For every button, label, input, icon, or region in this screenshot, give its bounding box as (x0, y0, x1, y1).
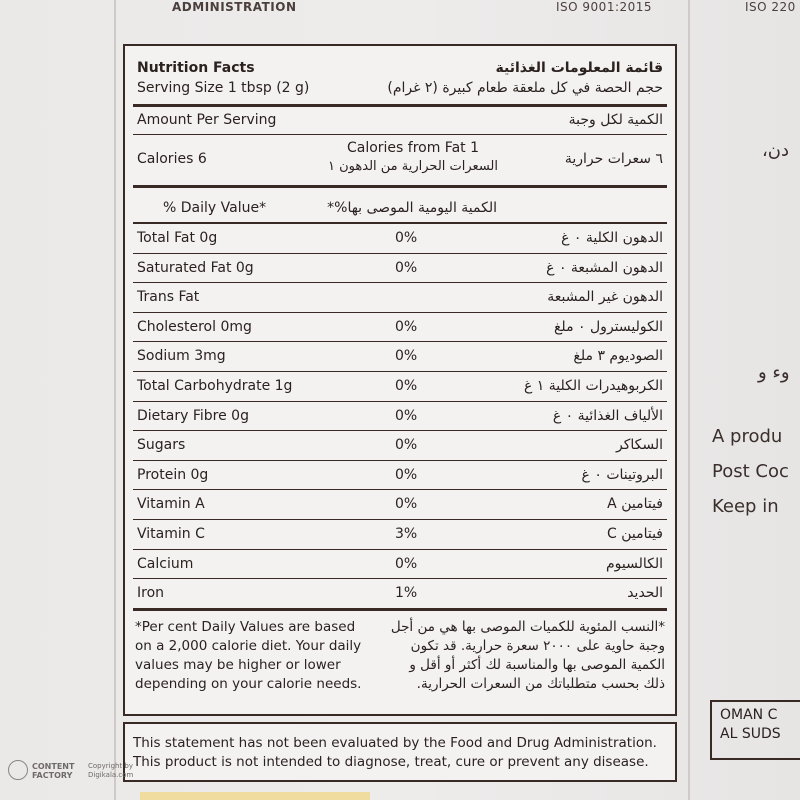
serving-row (133, 80, 667, 107)
watermark-copy-line-1: Copyright by (88, 762, 134, 770)
nutrient-en: Trans Fat (137, 289, 200, 306)
oman-line-2: AL SUDS (720, 726, 781, 742)
daily-value-en: % Daily Value* (163, 200, 267, 216)
nutrient-ar: الصوديوم ٣ ملغ (573, 348, 663, 365)
nutrient-ar: الحديد (627, 585, 663, 602)
calories-en: Calories 6 (137, 151, 207, 167)
nutrient-en: Saturated Fat 0g (137, 259, 254, 276)
calories-from-fat-en: Calories from Fat 1 (346, 140, 480, 156)
nutrient-pct: 0% (395, 348, 418, 365)
nutrient-pct: 0% (395, 496, 418, 513)
side-text-2: Post Coc (712, 461, 789, 482)
daily-value-ar: الكمية اليومية الموصى بها%* (327, 200, 497, 216)
nutrient-row (133, 431, 667, 461)
watermark-brand (32, 762, 74, 780)
nutrient-ar: السكاكر (615, 437, 663, 454)
nutrient-ar: الكربوهيدرات الكلية ١ غ (523, 378, 663, 394)
nutrient-pct: 1% (395, 585, 418, 602)
nutrient-row (133, 461, 667, 491)
side-text-3: Keep in (712, 496, 779, 517)
nutrient-pct: 0% (395, 407, 418, 424)
nutrient-en: Protein 0g (137, 466, 209, 483)
content-factory-logo-icon (8, 760, 28, 780)
nutrient-pct: 0% (395, 555, 418, 572)
title-ar: قائمة المعلومات الغذائية (495, 60, 663, 76)
nutrient-ar: البروتينات ٠ غ (581, 466, 663, 483)
nutrient-pct: 0% (395, 466, 418, 483)
side-arabic-2: وء و (758, 362, 790, 383)
iso-text: ISO 9001:2015 (556, 0, 653, 14)
nutrient-row (133, 579, 667, 611)
nutrient-row (133, 490, 667, 520)
nutrient-en: Dietary Fibre 0g (137, 407, 249, 424)
nutrient-en: Sodium 3mg (137, 348, 226, 365)
nutrient-pct: 0% (395, 259, 418, 276)
nutrient-pct: 0% (395, 437, 418, 454)
nutrient-ar: فيتامين C (606, 526, 663, 542)
calories-from-fat-ar: السعرات الحرارية من الدهون ١ (328, 159, 498, 174)
nutrient-pct: 0% (395, 230, 418, 246)
nutrient-row (133, 520, 667, 550)
iso-text-2: ISO 220 (745, 0, 796, 14)
watermark-brand-line-1: CONTENT (32, 762, 75, 771)
nutrient-ar: الدهون الكلية ٠ غ (561, 230, 663, 246)
watermark-brand-line-2: FACTORY (32, 771, 73, 780)
nutrient-row (133, 372, 667, 402)
panel-right-fold (688, 0, 690, 800)
nutrient-row (133, 550, 667, 580)
amount-ar: الكمية لكل وجبة (568, 112, 663, 128)
nutrient-pct: 3% (395, 526, 418, 542)
amount-row (133, 106, 667, 135)
watermark-copy-line-2: Digikala.com (88, 771, 134, 779)
panel-left-fold (114, 0, 116, 800)
nutrition-facts-panel (123, 44, 677, 716)
nutrient-en: Iron (137, 585, 165, 602)
oman-box (710, 700, 800, 760)
nutrient-en: Total Fat 0g (137, 230, 218, 246)
nutrient-row (133, 224, 667, 254)
nutrient-pct: 0% (395, 318, 418, 335)
serving-en: Serving Size 1 tbsp (2 g) (137, 80, 310, 96)
nutrient-en: Calcium (137, 555, 194, 572)
nutrient-en: Vitamin A (137, 496, 205, 513)
title-row (133, 56, 667, 82)
oman-line-1: OMAN C (720, 707, 778, 723)
fda-statement: This statement has not been evaluated by the Food and Drug Administration. This product is not intended to diagnose, treat, cure or prevent any disease. (123, 722, 677, 782)
nutrient-pct: 0% (395, 378, 418, 394)
nutrient-ar: الألياف الغذائية ٠ غ (552, 407, 663, 424)
nutrient-row (133, 342, 667, 372)
amount-en: Amount Per Serving (137, 112, 277, 128)
serving-ar: حجم الحصة في كل ملعقة طعام كبيرة (٢ غرام) (387, 80, 663, 96)
side-text-1: A produ (712, 426, 783, 447)
nutrient-ar: فيتامين A (607, 496, 663, 513)
calories-row (133, 135, 667, 188)
admin-text: ADMINISTRATION (172, 0, 297, 14)
nutrient-ar: الدهون المشبعة ٠ غ (546, 259, 663, 276)
watermark-copyright (88, 762, 133, 780)
bottom-color-strip (140, 792, 370, 800)
title-en: Nutrition Facts (137, 60, 255, 76)
calories-ar: ٦ سعرات حرارية (564, 151, 663, 167)
side-arabic-1: دن، (762, 140, 790, 161)
nutrient-row (133, 283, 667, 313)
nutrient-ar: الكالسيوم (605, 555, 663, 572)
nutrient-en: Total Carbohydrate 1g (137, 378, 293, 394)
nutrient-row (133, 402, 667, 432)
nutrient-row (133, 313, 667, 343)
daily-value-header (133, 188, 667, 224)
nutrient-ar: الدهون غير المشبعة (547, 289, 663, 306)
nutrient-row (133, 254, 667, 284)
footnote-ar: *النسب المئوية للكميات الموصى بها هي من أجل وجبة حاوية على ٢٠٠٠ سعرة حرارية. قد تكون الكمية الموصى بها والمناسبة لك أكثر أو أقل و ذلك بحسب متطلباتك من السعرات الحرارية. (390, 619, 665, 692)
nutrient-en: Sugars (137, 437, 186, 454)
footnote-en: *Per cent Daily Values are based on a 2,000 calorie diet. Your daily values may be higher or lower depending on your calorie needs. (135, 619, 362, 692)
nutrient-en: Vitamin C (137, 526, 205, 542)
nutrient-ar: الكوليسترول ٠ ملغ (553, 318, 663, 335)
nutrient-en: Cholesterol 0mg (137, 318, 252, 335)
